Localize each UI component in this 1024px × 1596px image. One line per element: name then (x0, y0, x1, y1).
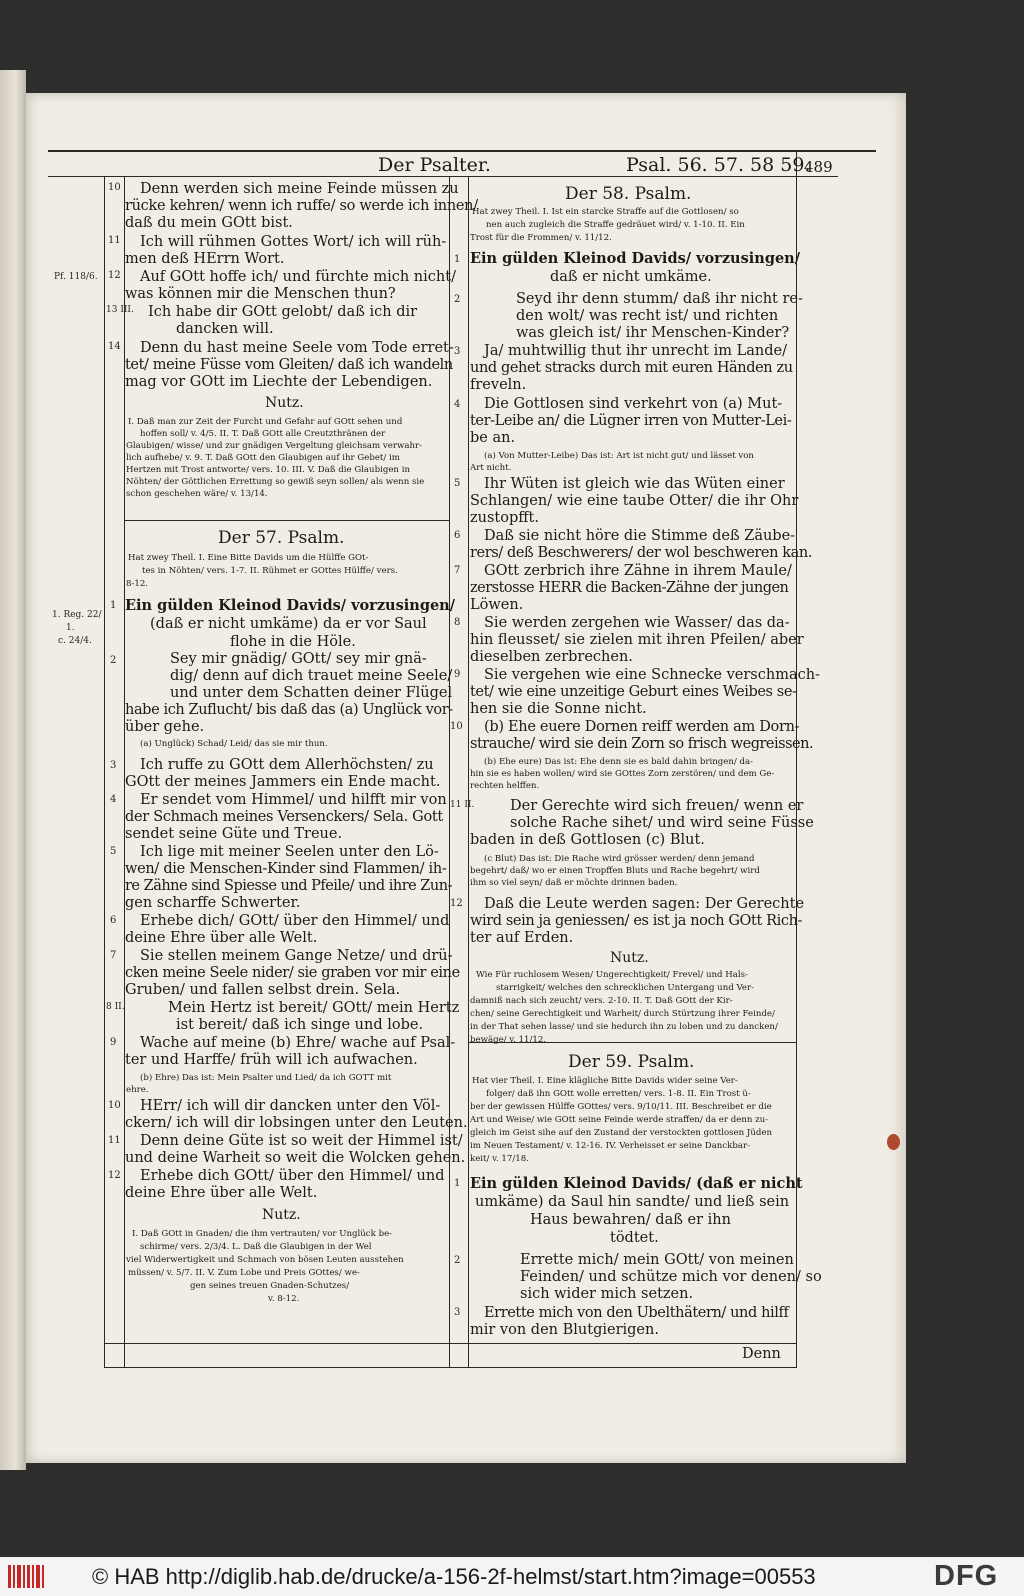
verse-number: 14 (108, 341, 121, 352)
verse-line: Die Gottlosen sind verkehrt von (a) Mut- (484, 396, 783, 412)
verse-line: Errette mich/ mein GOtt/ von meinen (520, 1252, 794, 1268)
verse-line: Sie vergehen wie eine Schnecke verschmach- (484, 667, 820, 683)
verse-number: 9 (454, 669, 461, 680)
verse-line: Schlangen/ wie eine taube Otter/ die ihr Ohr (470, 493, 799, 509)
psalm-intro-line: nen auch zugleich die Straffe gedräuet wird/ v. 1-10. II. Ein (486, 220, 745, 230)
verse-number: 3 (454, 1307, 461, 1318)
psalm-intro-line: tes in Nöhten/ vers. 1-7. II. Rühmet er GOttes Hülffe/ vers. (142, 566, 398, 576)
header-rule (48, 150, 876, 152)
paper-stain (887, 1134, 900, 1150)
footnote: ehre. (126, 1085, 149, 1095)
verse-line: solche Rache sihet/ und wird seine Füsse (510, 815, 814, 831)
footnote: ihm so viel seyn/ daß er möchte drinnen baden. (470, 878, 678, 888)
verse-line: Der Gerechte wird sich freuen/ wenn er (510, 798, 804, 814)
nutz1-bottom-rule (124, 520, 449, 521)
verse-line: Löwen. (470, 597, 524, 613)
verse-line: Sie stellen meinem Gange Netze/ und drü- (140, 948, 453, 964)
verse-line: baden in deß Gottlosen (c) Blut. (470, 832, 705, 848)
verse-line: sich wider mich setzen. (520, 1286, 694, 1302)
verse-number: 3 (110, 760, 117, 771)
psalm-intro-line: 8-12. (126, 579, 149, 589)
verse-line: Wache auf meine (b) Ehre/ wache auf Psal- (140, 1035, 456, 1051)
verse-line: Ich lige mit meiner Seelen unter den Lö- (140, 844, 439, 860)
verse-line: HErr/ ich will dir dancken unter den Völ- (140, 1098, 441, 1114)
verse-line: wird sein ja geniessen/ es ist ja noch GOtt Rich- (470, 913, 803, 929)
verse-line: Ihr Wüten ist gleich wie das Wüten einer (484, 476, 785, 492)
psalm-intro-line: folger/ daß ihn GOtt wolle erretten/ vers. 1-8. II. Ein Trost ü- (486, 1089, 751, 1099)
psalm-heading: Der 59. Psalm. (568, 1052, 695, 1072)
verse-line: und deine Warheit so weit die Wolcken gehen. (125, 1150, 466, 1166)
verse-number: 8 (454, 617, 461, 628)
verse-line: dig/ denn auf dich trauet meine Seele/ (170, 668, 453, 684)
verse-line: zerstosse HERR die Backen-Zähne der jungen (470, 580, 789, 596)
verse-line: ter-Leibe an/ die Lügner irren von Mutter-Lei- (470, 413, 792, 429)
verse-line: Daß die Leute werden sagen: Der Gerechte (484, 896, 805, 912)
nutz-line: schirme/ vers. 2/3/4. L. Daß die Glaubigen in der Wel (140, 1242, 372, 1252)
psalm-intro-line: gleich im Geist sihe auf den Zustand der verstockten gottlosen Jüden (470, 1128, 772, 1138)
nutz-line: Glaubigen/ wisse/ und zur gnädigen Vergeltung gleichsam verwahr- (126, 441, 422, 451)
book-edge (0, 70, 26, 1470)
psalm-title-line: umkäme) da Saul hin sandte/ und ließ sein (475, 1194, 790, 1210)
verse-number: 7 (454, 565, 461, 576)
verse-number: 5 (454, 478, 461, 489)
footnote: hin sie es haben wollen/ wird sie GOttes Zorn zerstören/ und dem Ge- (470, 769, 775, 779)
page-number: 489 (804, 158, 833, 176)
footnote: (a) Von Mutter-Leibe) Das ist: Art ist nicht gut/ und lässet von (484, 451, 754, 461)
psalm-intro-line: keit/ v. 17/18. (470, 1154, 529, 1164)
psalm-intro-line: Hat zwey Theil. I. Eine Bitte Davids um die Hülffe GOt- (128, 553, 369, 563)
verse-number: 10 (450, 721, 463, 732)
psalm-intro-line: ber der gewissen Hülffe GOttes/ vers. 9/10/11. III. Beschreibet er die (470, 1102, 772, 1112)
psalm-title-line: Ein gülden Kleinod Davids/ vorzusingen/ (470, 250, 801, 267)
verse-line: daß du mein GOtt bist. (125, 215, 293, 231)
nutz-line: bewäge/ v. 11/12. (470, 1035, 547, 1045)
nutz-line: v. 8-12. (268, 1294, 300, 1304)
verse-number: 11 II. (450, 800, 475, 810)
verse-line: Ich ruffe zu GOtt dem Allerhöchsten/ zu (140, 757, 434, 773)
verse-line: zustopfft. (470, 510, 539, 526)
verse-line: ckern/ ich will dir lobsingen unter den Leuten. (125, 1115, 468, 1131)
nutz-line: Nöhten/ der Göttlichen Errettung so gewiß seyn sollen/ als wenn sie (126, 477, 425, 487)
nutz-line: gen seines treuen Gnaden-Schutzes/ (190, 1281, 350, 1291)
verse-line: Erhebe dich/ GOtt/ über den Himmel/ und (140, 913, 450, 929)
verse-line: habe ich Zuflucht/ bis daß das (a) Unglück vor- (125, 702, 453, 718)
verse-number: 4 (110, 794, 117, 805)
psalm-heading: Der 57. Psalm. (218, 528, 345, 548)
verse-line: GOtt zerbrich ihre Zähne in ihrem Maule/ (484, 563, 792, 579)
nutz-line: lich aufhebe/ v. 9. T. Daß GOtt den Glaubigen auf ihr Gebet/ im (126, 453, 400, 463)
verse-line: re Zähne sind Spiesse und Pfeile/ und ihre Zun- (125, 878, 452, 894)
verse-number: 12 (108, 1170, 121, 1181)
verse-number: 6 (110, 915, 117, 926)
verse-line: hen sie die Sonne nicht. (470, 701, 647, 717)
verse-line: rücke kehren/ wenn ich ruffe/ so werde ich innen/ (125, 198, 478, 214)
verse-line: Auf GOtt hoffe ich/ und fürchte mich nicht/ (140, 269, 456, 285)
verse-line: gen scharffe Schwerter. (125, 895, 301, 911)
bottom-rule (104, 1343, 796, 1344)
margin-ref-ps118: Pf. 118/6. (54, 272, 98, 282)
verse-line: cken meine Seele nider/ sie graben vor mir eine (125, 965, 460, 981)
verse-line: Denn werden sich meine Feinde müssen zu (140, 181, 459, 197)
source-url[interactable]: © HAB http://diglib.hab.de/drucke/a-156-2f-helmst/start.htm?image=00553 (92, 1564, 816, 1589)
psalm-intro-line: Trost für die Frommen/ v. 11/12. (470, 233, 612, 243)
verse-number: 10 (108, 1100, 121, 1111)
verse-number: 2 (110, 655, 117, 666)
header-rule-2 (48, 176, 838, 177)
psalm-title-line: Ein gülden Kleinod Davids/ vorzusingen/ (125, 597, 456, 614)
psalm-intro-line: Art und Weise/ wie GOtt seine Feinde werde straffen/ da er denn zu- (470, 1115, 769, 1125)
nutz-heading: Nutz. (262, 1207, 301, 1223)
psalm-heading: Der 58. Psalm. (565, 184, 692, 204)
verse-number: 1 (454, 1178, 461, 1189)
margin-ref-reg-2: 1. (66, 623, 75, 633)
verse-number: 4 (454, 399, 461, 410)
verse-line: was können mir die Menschen thun? (125, 286, 396, 302)
footnote: (b) Ehe eure) Das ist: Ehe denn sie es bald dahin bringen/ da- (484, 757, 754, 767)
verse-number: 2 (454, 1255, 461, 1266)
catchword: Denn (742, 1346, 781, 1362)
nutz-heading: Nutz. (265, 395, 304, 411)
verse-line: dancken will. (176, 321, 274, 337)
verse-number: 5 (110, 846, 117, 857)
verse-line: Errette mich von den Ubelthätern/ und hilff (484, 1305, 789, 1321)
verse-number: 13 III. (106, 305, 134, 315)
verse-number: 3 (454, 346, 461, 357)
verse-line: mir von den Blutgierigen. (470, 1322, 659, 1338)
verse-line: Mein Hertz ist bereit/ GOtt/ mein Hertz (168, 1000, 460, 1016)
psalm-intro-line: Hat vier Theil. I. Eine klägliche Bitte Davids wider seine Ver- (472, 1076, 738, 1086)
verse-line: rers/ deß Beschwerers/ der wol beschweren kan. (470, 545, 813, 561)
barcode-icon (6, 1562, 46, 1591)
nutz-line: I. Daß man zur Zeit der Furcht und Gefahr auf GOtt sehen und (128, 417, 403, 427)
nutz-line: Hertzen mit Trost antworte/ vers. 10. III. V. Daß die Glaubigen in (126, 465, 410, 475)
verse-line: Denn du hast meine Seele vom Tode erret- (140, 340, 454, 356)
verse-line: Feinden/ und schütze mich vor denen/ so (520, 1269, 822, 1285)
footnote: (a) Unglück) Schad/ Leid/ das sie mir thun. (140, 739, 328, 749)
verse-line: was gleich ist/ ihr Menschen-Kinder? (516, 325, 790, 341)
footnote: Art nicht. (470, 463, 512, 473)
bottom-rule-2 (104, 1367, 796, 1368)
nutz-line: Wie Für ruchlosem Wesen/ Ungerechtigkeit/ Frevel/ und Hals- (476, 970, 748, 980)
verse-line: und unter dem Schatten deiner Flügel (170, 685, 453, 701)
verse-line: Ich habe dir GOtt gelobt/ daß ich dir (148, 304, 418, 320)
verse-line: tet/ wie eine unzeitige Geburt eines Weibes se- (470, 684, 797, 700)
nutz-heading: Nutz. (610, 950, 649, 966)
verse-line: deine Ehre über alle Welt. (125, 1185, 318, 1201)
psalm-title-line: daß er nicht umkäme. (550, 269, 712, 285)
verse-line: Gruben/ und fallen selbst drein. Sela. (125, 982, 401, 998)
verse-line: men deß HErrn Wort. (125, 251, 285, 267)
verse-line: Er sendet vom Himmel/ und hilfft mir von (140, 792, 447, 808)
verse-number: 12 (108, 270, 121, 281)
psalm-title-line: (daß er nicht umkäme) da er vor Saul (150, 616, 427, 632)
margin-ref-reg-1: 1. Reg. 22/ (52, 610, 102, 620)
nutz-line: viel Widerwertigkeit und Schmach von bösen Leuten ausstehen (126, 1255, 404, 1265)
psalm-title-line: flohe in die Höle. (230, 634, 356, 650)
verse-line: wen/ die Menschen-Kinder sind Flammen/ ih- (125, 861, 447, 877)
verse-line: Erhebe dich GOtt/ über den Himmel/ und (140, 1168, 445, 1184)
footnote: (b) Ehre) Das ist: Mein Psalter und Lied/ da ich GOTT mit (140, 1073, 392, 1083)
verse-line: ter und Harffe/ früh will ich aufwachen. (125, 1052, 418, 1068)
running-title: Der Psalter. (378, 154, 491, 176)
verse-number: 8 II. (106, 1002, 125, 1012)
column-divider-2 (468, 176, 469, 1368)
verse-number: 7 (110, 950, 117, 961)
verse-line: mag vor GOtt im Liechte der Lebendigen. (125, 374, 433, 390)
verse-number: 6 (454, 530, 461, 541)
verse-line: ter auf Erden. (470, 930, 574, 946)
verse-line: der Schmach meines Versenckers/ Sela. Gott (125, 809, 443, 825)
outer-left-rule (104, 176, 105, 1368)
verse-line: und gehet stracks durch mit euren Händen zu (470, 360, 793, 376)
verse-line: strauche/ wird sie dein Zorn so frisch wegreissen. (470, 736, 814, 752)
verse-line: Ich will rühmen Gottes Wort/ ich will rüh- (140, 234, 447, 250)
verse-number: 9 (110, 1037, 117, 1048)
verse-number: 10 (108, 182, 121, 193)
verse-line: tet/ meine Füsse vom Gleiten/ daß ich wandeln (125, 357, 453, 373)
dfg-logo: DFG (934, 1560, 999, 1592)
verse-number: 11 (108, 235, 121, 246)
verse-number: 11 (108, 1135, 121, 1146)
psalm-title-line: tödtet. (610, 1230, 659, 1246)
verse-line: ist bereit/ daß ich singe und lobe. (176, 1017, 424, 1033)
psalm-title-line: Haus bewahren/ daß er ihn (530, 1212, 731, 1228)
nutz-line: starrigkeit/ welches den schrecklichen Untergang und Ver- (496, 983, 754, 993)
nutz-line: schon geschehen wäre/ v. 13/14. (126, 489, 268, 499)
verse-line: hin fleusset/ sie zielen mit ihren Pfeilen/ aber (470, 632, 804, 648)
verse-line: Seyd ihr denn stumm/ daß ihr nicht re- (516, 291, 803, 307)
psalm-title-line: Ein gülden Kleinod Davids/ (daß er nicht (470, 1175, 803, 1192)
verse-line: GOtt der meines Jammers ein Ende macht. (125, 774, 441, 790)
verse-number: 2 (454, 294, 461, 305)
verse-line: (b) Ehe euere Dornen reiff werden am Dorn- (484, 719, 800, 735)
verse-number: 12 (450, 898, 463, 909)
nutz-line: chen/ seine Gerechtigkeit und Warheit/ durch Stürtzung ihrer Feinde/ (470, 1009, 775, 1019)
verse-line: dieselben zerbrechen. (470, 649, 633, 665)
verse-line: deine Ehre über alle Welt. (125, 930, 318, 946)
footnote: rechten helffen. (470, 781, 540, 791)
verse-line: Ja/ muhtwillig thut ihr unrecht im Lande/ (484, 343, 787, 359)
verse-number: 1 (454, 254, 461, 265)
verse-number: 1 (110, 600, 117, 611)
psalm-range: Psal. 56. 57. 58 59. (626, 154, 811, 176)
nutz-line: in der That sehen lasse/ und sie hedurch ihn zu loben und zu dancken/ (470, 1022, 778, 1032)
footnote: begehrt/ daß/ wo er einen Tropffen Bluts und Rache begehrt/ wird (470, 866, 760, 876)
margin-ref-reg-3: c. 24/4. (58, 636, 92, 646)
verse-line: Sey mir gnädig/ GOtt/ sey mir gnä- (170, 651, 427, 667)
footnote: (c Blut) Das ist: Die Rache wird grösser werden/ denn jemand (484, 854, 755, 864)
verse-line: Denn deine Güte ist so weit der Himmel ist/ (140, 1133, 463, 1149)
verse-line: be an. (470, 430, 516, 446)
verse-line: sendet seine Güte und Treue. (125, 826, 343, 842)
verse-line: freveln. (470, 377, 527, 393)
verse-line: Sie werden zergehen wie Wasser/ das da- (484, 615, 790, 631)
nutz-line: müssen/ v. 5/7. II. V. Zum Lobe und Preis GOttes/ we- (128, 1268, 360, 1278)
verse-line: den wolt/ was recht ist/ und richten (516, 308, 779, 324)
psalm-intro-line: im Neuen Testament/ v. 12-16. IV. Verheisset er seine Danckbar- (470, 1141, 751, 1151)
verse-line: über gehe. (125, 719, 205, 735)
nutz-line: damniß nach sich zeucht/ vers. 2-10. II. T. Daß GOtt der Kir- (470, 996, 733, 1006)
nutz-line: hoffen soll/ v. 4/5. II. T. Daß GOtt alle Creutzthränen der (140, 429, 386, 439)
psalm-intro-line: Hat zwey Theil. I. Ist ein starcke Straffe auf die Gottlosen/ so (472, 207, 739, 217)
nutz-line: I. Daß GOtt in Gnaden/ die ihm vertrauten/ vor Unglück be- (132, 1229, 393, 1239)
verse-line: Daß sie nicht höre die Stimme deß Zäube- (484, 528, 796, 544)
